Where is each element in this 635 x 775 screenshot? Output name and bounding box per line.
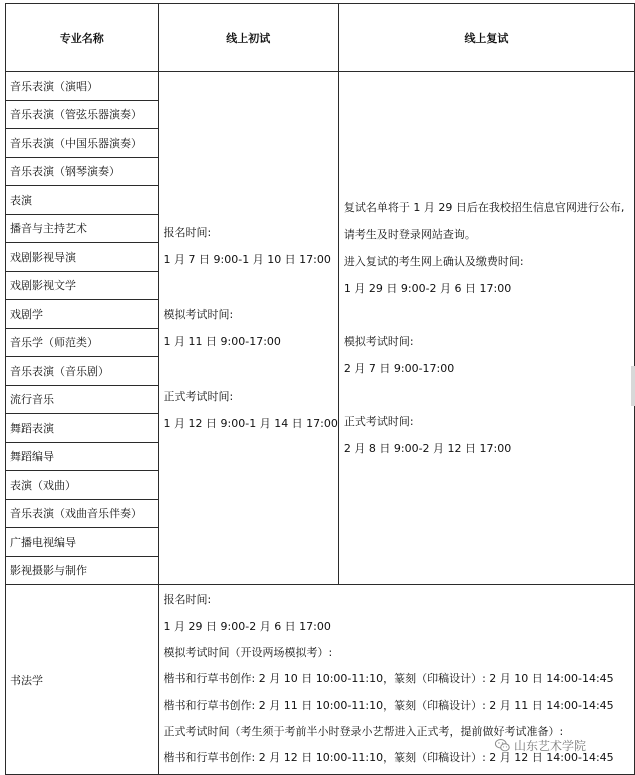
watermark — [494, 737, 586, 754]
retest-confirm-time: 1 月 29 日 9:00-2 月 6 日 17:00 — [343, 282, 512, 295]
major-cell: 戏剧影视文学 — [6, 271, 159, 300]
calligraphy-major: 书法学 — [6, 585, 159, 775]
major-cell: 戏剧影视导演 — [6, 243, 159, 272]
header-online-preliminary: 线上初试 — [158, 4, 338, 72]
major-cell: 音乐表演（戏曲音乐伴奏） — [6, 499, 159, 528]
retest-formal-label: 正式考试时间: — [343, 415, 414, 428]
retest-confirm-label: 进入复试的考生网上确认及缴费时间: — [343, 255, 524, 268]
major-cell: 音乐表演（中国乐器演奏） — [6, 129, 159, 158]
calligraphy-line: 1 月 29 日 9:00-2 月 6 日 17:00 — [163, 619, 331, 633]
prelim-formal-label: 正式考试时间: — [163, 390, 234, 403]
major-cell: 舞蹈表演 — [6, 414, 159, 443]
calligraphy-line: 楷书和行草书创作: 2 月 12 日 10:00-11:10，篆刻（印稿设计）: 2 月 12 日 14:00-14:45 — [163, 751, 614, 765]
major-cell: 表演 — [6, 186, 159, 215]
calligraphy-line: 报名时间: — [163, 593, 212, 607]
prelim-reg-time: 1 月 7 日 9:00-1 月 10 日 17:00 — [163, 253, 331, 266]
major-cell: 表演（戏曲） — [6, 471, 159, 500]
prelim-formal-time: 1 月 12 日 9:00-1 月 14 日 17:00 — [163, 417, 338, 430]
major-cell: 戏剧学 — [6, 300, 159, 329]
header-online-retest: 线上复试 — [338, 4, 634, 72]
major-cell: 流行音乐 — [6, 385, 159, 414]
calligraphy-line: 楷书和行草书创作: 2 月 11 日 10:00-11:10，篆刻（印稿设计）: 2 月 11 日 14:00-14:45 — [163, 698, 614, 712]
prelim-mock-label: 模拟考试时间: — [163, 308, 234, 321]
table-row — [6, 72, 635, 101]
retest-formal-time: 2 月 8 日 9:00-2 月 12 日 17:00 — [343, 442, 512, 455]
retest-notice-1: 复试名单将于 1 月 29 日后在我校招生信息官网进行公布, — [343, 201, 625, 214]
retest-schedule-cell — [338, 72, 634, 585]
major-cell: 音乐表演（钢琴演奏） — [6, 157, 159, 186]
prelim-mock-time: 1 月 11 日 9:00-17:00 — [163, 335, 281, 348]
major-cell: 音乐学（师范类） — [6, 328, 159, 357]
major-cell: 音乐表演（音乐剧） — [6, 357, 159, 386]
retest-mock-time: 2 月 7 日 9:00-17:00 — [343, 362, 455, 375]
calligraphy-line: 楷书和行草书创作: 2 月 10 日 10:00-11:10，篆刻（印稿设计）: 2 月 10 日 14:00-14:45 — [163, 672, 614, 686]
retest-mock-label: 模拟考试时间: — [343, 335, 414, 348]
preliminary-schedule-cell — [158, 72, 338, 585]
watermark-text: 山东艺术学院 — [514, 739, 587, 753]
header-row — [6, 4, 635, 72]
admission-schedule-table — [5, 3, 635, 775]
major-cell: 音乐表演（演唱） — [6, 72, 159, 101]
calligraphy-line: 正式考试时间（考生须于考前半小时登录小艺帮进入正式考，提前做好考试准备）: — [163, 724, 564, 738]
wechat-icon — [494, 737, 511, 754]
major-cell: 播音与主持艺术 — [6, 214, 159, 243]
major-cell: 舞蹈编导 — [6, 442, 159, 471]
prelim-reg-label: 报名时间: — [163, 226, 212, 239]
retest-notice-2: 请考生及时登录网站查询。 — [343, 228, 476, 241]
header-major-name: 专业名称 — [6, 4, 159, 72]
scrollbar-thumb[interactable] — [631, 366, 635, 406]
calligraphy-line: 模拟考试时间（开设两场模拟考）: — [163, 646, 333, 660]
major-cell: 广播电视编导 — [6, 528, 159, 557]
major-cell: 影视摄影与制作 — [6, 556, 159, 585]
major-cell: 音乐表演（管弦乐器演奏） — [6, 100, 159, 129]
